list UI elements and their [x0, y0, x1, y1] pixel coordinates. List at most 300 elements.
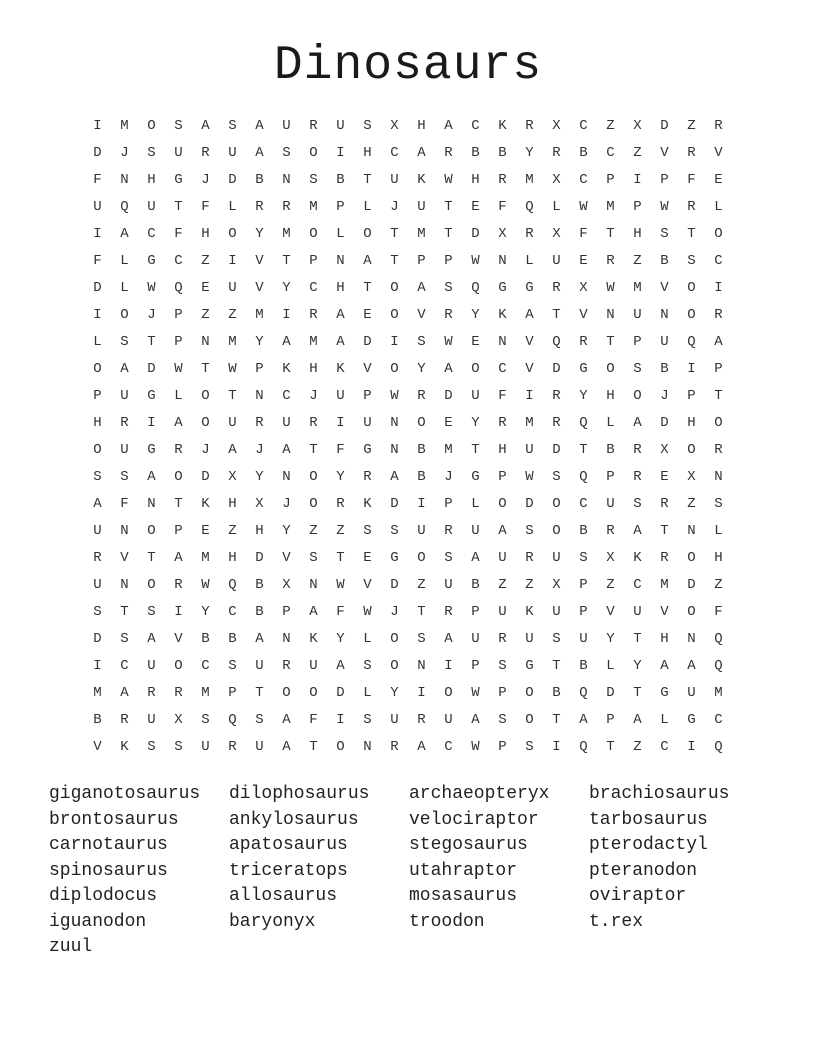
grid-letter: S: [363, 658, 372, 674]
grid-letter: V: [525, 361, 534, 377]
grid-letter: F: [579, 226, 588, 242]
grid-letter: F: [174, 226, 183, 242]
grid-letter: R: [714, 118, 723, 134]
grid-letter: C: [498, 361, 507, 377]
grid-letter: I: [93, 118, 102, 134]
grid-letter: D: [363, 334, 372, 350]
grid-letter: D: [147, 361, 156, 377]
grid-letter: G: [390, 550, 399, 566]
grid-row: [84, 437, 732, 464]
grid-letter: D: [201, 469, 210, 485]
grid-letter: M: [228, 334, 237, 350]
word-bank-item: stegosaurus: [409, 835, 528, 855]
grid-letter: T: [471, 442, 480, 458]
grid-letter: R: [606, 253, 615, 269]
grid-letter: R: [714, 307, 723, 323]
grid-letter: Q: [579, 685, 588, 701]
grid-letter: A: [255, 145, 264, 161]
grid-letter: S: [228, 658, 237, 674]
grid-letter: T: [579, 442, 588, 458]
grid-letter: T: [363, 280, 372, 296]
grid-letter: K: [120, 739, 129, 755]
grid-letter: T: [606, 226, 615, 242]
grid-letter: B: [255, 172, 264, 188]
grid-letter: S: [498, 712, 507, 728]
grid-letter: Z: [606, 118, 615, 134]
grid-letter: P: [498, 469, 507, 485]
grid-letter: O: [201, 388, 210, 404]
grid-letter: R: [606, 523, 615, 539]
grid-letter: Y: [255, 334, 264, 350]
word-bank: [49, 782, 789, 961]
grid-letter: P: [633, 199, 642, 215]
grid-letter: M: [525, 172, 534, 188]
grid-letter: Z: [633, 253, 642, 269]
grid-letter: B: [336, 172, 345, 188]
grid-letter: W: [201, 577, 210, 593]
grid-letter: U: [660, 334, 669, 350]
grid-letter: G: [147, 442, 156, 458]
grid-letter: U: [444, 577, 453, 593]
grid-letter: D: [687, 577, 696, 593]
grid-letter: Q: [228, 712, 237, 728]
grid-letter: F: [336, 604, 345, 620]
grid-letter: B: [471, 145, 480, 161]
grid-letter: Q: [525, 199, 534, 215]
grid-letter: D: [390, 496, 399, 512]
grid-letter: I: [336, 415, 345, 431]
grid-letter: H: [93, 415, 102, 431]
grid-letter: C: [579, 172, 588, 188]
grid-letter: V: [714, 145, 723, 161]
grid-letter: L: [93, 334, 102, 350]
grid-row: [84, 356, 732, 383]
grid-letter: S: [93, 469, 102, 485]
grid-letter: Y: [282, 523, 291, 539]
grid-letter: Z: [606, 577, 615, 593]
grid-letter: J: [390, 604, 399, 620]
grid-letter: U: [417, 199, 426, 215]
grid-letter: Y: [255, 469, 264, 485]
grid-letter: U: [390, 712, 399, 728]
grid-letter: P: [579, 577, 588, 593]
grid-letter: N: [255, 388, 264, 404]
grid-letter: D: [336, 685, 345, 701]
grid-letter: Z: [633, 739, 642, 755]
grid-letter: N: [498, 253, 507, 269]
grid-letter: R: [444, 307, 453, 323]
grid-letter: S: [174, 739, 183, 755]
grid-letter: R: [552, 415, 561, 431]
grid-letter: S: [633, 496, 642, 512]
grid-letter: G: [174, 172, 183, 188]
grid-letter: U: [471, 523, 480, 539]
grid-letter: A: [633, 415, 642, 431]
grid-letter: P: [336, 199, 345, 215]
grid-letter: H: [255, 523, 264, 539]
grid-letter: U: [147, 199, 156, 215]
grid-letter: P: [498, 739, 507, 755]
grid-letter: H: [147, 172, 156, 188]
grid-letter: R: [525, 118, 534, 134]
grid-letter: Y: [579, 388, 588, 404]
grid-letter: F: [498, 388, 507, 404]
word-bank-item: zuul: [49, 937, 93, 957]
grid-letter: E: [579, 253, 588, 269]
grid-letter: F: [120, 496, 129, 512]
grid-letter: C: [633, 577, 642, 593]
grid-letter: O: [525, 685, 534, 701]
grid-letter: Y: [633, 658, 642, 674]
grid-letter: D: [660, 415, 669, 431]
grid-letter: L: [606, 415, 615, 431]
grid-letter: T: [552, 307, 561, 323]
grid-letter: K: [633, 550, 642, 566]
grid-letter: A: [363, 253, 372, 269]
word-bank-item: diplodocus: [49, 886, 158, 906]
grid-letter: N: [390, 442, 399, 458]
grid-letter: H: [201, 226, 210, 242]
grid-letter: W: [363, 604, 372, 620]
grid-letter: A: [147, 631, 156, 647]
grid-row: [84, 626, 732, 653]
grid-letter: A: [579, 712, 588, 728]
grid-letter: P: [444, 253, 453, 269]
word-bank-item: archaeopteryx: [409, 784, 550, 804]
grid-letter: U: [498, 550, 507, 566]
grid-letter: X: [552, 118, 561, 134]
grid-letter: L: [525, 253, 534, 269]
grid-letter: I: [336, 712, 345, 728]
grid-letter: N: [660, 307, 669, 323]
grid-letter: N: [282, 631, 291, 647]
grid-letter: Q: [714, 658, 723, 674]
grid-letter: R: [633, 442, 642, 458]
grid-letter: S: [120, 631, 129, 647]
grid-letter: O: [93, 361, 102, 377]
grid-letter: V: [255, 280, 264, 296]
grid-letter: F: [498, 199, 507, 215]
grid-letter: G: [525, 658, 534, 674]
grid-letter: J: [444, 469, 453, 485]
word-bank-item: brontosaurus: [49, 809, 179, 830]
grid-letter: M: [201, 550, 210, 566]
grid-letter: U: [174, 145, 183, 161]
grid-letter: I: [417, 496, 426, 512]
grid-letter: P: [417, 253, 426, 269]
grid-letter: L: [120, 280, 129, 296]
grid-letter: S: [363, 523, 372, 539]
grid-letter: I: [633, 172, 642, 188]
grid-letter: B: [606, 442, 615, 458]
grid-letter: R: [552, 388, 561, 404]
letter-grid: [84, 113, 732, 761]
grid-letter: R: [633, 469, 642, 485]
grid-letter: A: [255, 631, 264, 647]
grid-row: [84, 383, 732, 410]
grid-letter: S: [147, 604, 156, 620]
grid-letter: C: [444, 739, 453, 755]
grid-letter: G: [579, 361, 588, 377]
grid-letter: B: [417, 469, 426, 485]
word-bank-item: ankylosaurus: [229, 809, 359, 830]
grid-letter: I: [525, 388, 534, 404]
grid-letter: Y: [390, 685, 399, 701]
grid-letter: L: [228, 199, 237, 215]
grid-letter: P: [606, 172, 615, 188]
grid-letter: L: [714, 199, 723, 215]
grid-letter: R: [444, 145, 453, 161]
word-bank-item: spinosaurus: [49, 860, 168, 881]
grid-letter: O: [120, 307, 129, 323]
grid-letter: A: [309, 604, 318, 620]
grid-letter: A: [390, 469, 399, 485]
grid-letter: U: [552, 604, 561, 620]
grid-letter: J: [201, 442, 210, 458]
word-bank-item: pterodactyl: [589, 835, 708, 855]
grid-letter: S: [255, 712, 264, 728]
grid-letter: K: [309, 631, 318, 647]
grid-letter: A: [660, 658, 669, 674]
grid-letter: O: [309, 469, 318, 485]
grid-letter: T: [552, 658, 561, 674]
grid-letter: R: [201, 145, 210, 161]
grid-letter: V: [579, 307, 588, 323]
grid-letter: W: [471, 253, 480, 269]
grid-letter: U: [255, 658, 264, 674]
word-bank-item: carnotaurus: [49, 835, 168, 855]
grid-letter: R: [525, 550, 534, 566]
grid-letter: D: [93, 631, 102, 647]
grid-letter: V: [93, 739, 102, 755]
grid-letter: R: [363, 469, 372, 485]
grid-letter: O: [309, 145, 318, 161]
grid-letter: N: [282, 469, 291, 485]
grid-letter: P: [255, 361, 264, 377]
grid-letter: U: [579, 631, 588, 647]
grid-letter: A: [444, 118, 453, 134]
grid-letter: H: [336, 280, 345, 296]
grid-letter: S: [552, 469, 561, 485]
grid-letter: U: [93, 523, 102, 539]
grid-letter: R: [174, 685, 183, 701]
grid-letter: T: [147, 550, 156, 566]
grid-letter: P: [687, 388, 696, 404]
grid-letter: P: [174, 307, 183, 323]
grid-letter: N: [417, 658, 426, 674]
grid-letter: T: [120, 604, 129, 620]
grid-letter: K: [363, 496, 372, 512]
grid-letter: D: [93, 280, 102, 296]
grid-letter: X: [282, 577, 291, 593]
grid-letter: P: [606, 469, 615, 485]
grid-letter: O: [201, 415, 210, 431]
grid-letter: K: [282, 361, 291, 377]
grid-row: [84, 248, 732, 275]
grid-letter: C: [228, 604, 237, 620]
grid-letter: W: [579, 199, 588, 215]
grid-letter: P: [174, 334, 183, 350]
grid-letter: F: [714, 604, 723, 620]
grid-letter: U: [228, 415, 237, 431]
grid-letter: R: [660, 496, 669, 512]
grid-row: [84, 680, 732, 707]
grid-letter: A: [336, 307, 345, 323]
grid-letter: K: [498, 307, 507, 323]
word-bank-item: triceratops: [229, 860, 348, 881]
grid-letter: P: [444, 496, 453, 512]
grid-letter: Z: [228, 523, 237, 539]
word-bank-item: giganotosaurus: [49, 784, 201, 804]
grid-letter: A: [336, 658, 345, 674]
grid-letter: Q: [714, 739, 723, 755]
grid-letter: I: [444, 658, 453, 674]
grid-letter: C: [174, 253, 183, 269]
grid-letter: I: [147, 415, 156, 431]
grid-letter: R: [714, 442, 723, 458]
grid-letter: R: [552, 280, 561, 296]
grid-letter: T: [390, 253, 399, 269]
grid-letter: E: [363, 550, 372, 566]
grid-letter: R: [255, 415, 264, 431]
grid-letter: U: [444, 712, 453, 728]
grid-letter: A: [120, 685, 129, 701]
grid-letter: U: [336, 118, 345, 134]
grid-letter: Y: [525, 145, 534, 161]
grid-row: [84, 410, 732, 437]
grid-row: [84, 329, 732, 356]
grid-letter: T: [336, 550, 345, 566]
grid-letter: B: [660, 361, 669, 377]
grid-letter: R: [309, 118, 318, 134]
grid-letter: C: [282, 388, 291, 404]
grid-letter: V: [606, 604, 615, 620]
grid-letter: P: [174, 523, 183, 539]
grid-letter: R: [525, 226, 534, 242]
grid-letter: O: [390, 631, 399, 647]
grid-letter: U: [471, 631, 480, 647]
grid-letter: D: [93, 145, 102, 161]
grid-letter: M: [93, 685, 102, 701]
grid-letter: Z: [201, 307, 210, 323]
grid-letter: R: [498, 415, 507, 431]
grid-letter: N: [714, 469, 723, 485]
grid-letter: T: [228, 388, 237, 404]
grid-letter: R: [552, 145, 561, 161]
grid-letter: U: [309, 658, 318, 674]
grid-letter: N: [498, 334, 507, 350]
grid-letter: S: [552, 631, 561, 647]
grid-letter: O: [147, 577, 156, 593]
grid-letter: I: [390, 334, 399, 350]
grid-letter: E: [444, 415, 453, 431]
grid-letter: A: [714, 334, 723, 350]
grid-letter: U: [228, 145, 237, 161]
grid-letter: W: [606, 280, 615, 296]
grid-letter: L: [714, 523, 723, 539]
grid-letter: H: [228, 550, 237, 566]
grid-letter: V: [525, 334, 534, 350]
grid-letter: V: [660, 604, 669, 620]
grid-letter: P: [471, 658, 480, 674]
grid-letter: D: [606, 685, 615, 701]
grid-letter: G: [147, 388, 156, 404]
grid-letter: C: [714, 253, 723, 269]
grid-letter: Z: [498, 577, 507, 593]
grid-letter: Y: [471, 307, 480, 323]
grid-letter: A: [471, 550, 480, 566]
grid-letter: C: [471, 118, 480, 134]
grid-letter: M: [255, 307, 264, 323]
grid-letter: B: [579, 658, 588, 674]
grid-letter: M: [633, 280, 642, 296]
grid-letter: S: [633, 361, 642, 377]
word-bank-item: allosaurus: [229, 886, 338, 906]
grid-letter: F: [93, 253, 102, 269]
grid-letter: U: [525, 631, 534, 647]
grid-letter: Q: [687, 334, 696, 350]
grid-letter: C: [606, 145, 615, 161]
grid-letter: T: [309, 739, 318, 755]
grid-row: [84, 140, 732, 167]
grid-letter: N: [282, 172, 291, 188]
grid-letter: A: [471, 712, 480, 728]
grid-letter: W: [525, 469, 534, 485]
grid-letter: U: [255, 739, 264, 755]
grid-letter: B: [93, 712, 102, 728]
grid-letter: H: [498, 442, 507, 458]
grid-letter: U: [552, 550, 561, 566]
grid-letter: U: [93, 577, 102, 593]
grid-letter: R: [444, 604, 453, 620]
grid-letter: O: [687, 442, 696, 458]
grid-letter: O: [687, 280, 696, 296]
grid-letter: S: [525, 523, 534, 539]
grid-letter: X: [174, 712, 183, 728]
grid-letter: G: [687, 712, 696, 728]
grid-letter: M: [525, 415, 534, 431]
grid-letter: R: [579, 334, 588, 350]
grid-letter: T: [390, 226, 399, 242]
grid-letter: U: [120, 442, 129, 458]
grid-letter: R: [498, 631, 507, 647]
grid-letter: T: [633, 631, 642, 647]
grid-letter: S: [201, 712, 210, 728]
grid-letter: H: [309, 361, 318, 377]
grid-letter: X: [552, 172, 561, 188]
grid-letter: M: [660, 577, 669, 593]
grid-letter: O: [282, 685, 291, 701]
grid-letter: S: [444, 550, 453, 566]
grid-letter: F: [201, 199, 210, 215]
grid-letter: U: [147, 658, 156, 674]
grid-letter: J: [120, 145, 129, 161]
grid-letter: K: [498, 118, 507, 134]
grid-letter: V: [660, 280, 669, 296]
grid-letter: A: [147, 469, 156, 485]
grid-letter: V: [174, 631, 183, 647]
grid-letter: S: [93, 604, 102, 620]
grid-letter: A: [417, 739, 426, 755]
grid-letter: R: [687, 199, 696, 215]
grid-letter: B: [498, 145, 507, 161]
grid-letter: E: [714, 172, 723, 188]
grid-letter: S: [363, 712, 372, 728]
grid-letter: S: [147, 739, 156, 755]
grid-row: [84, 302, 732, 329]
grid-letter: O: [714, 415, 723, 431]
grid-letter: F: [336, 442, 345, 458]
